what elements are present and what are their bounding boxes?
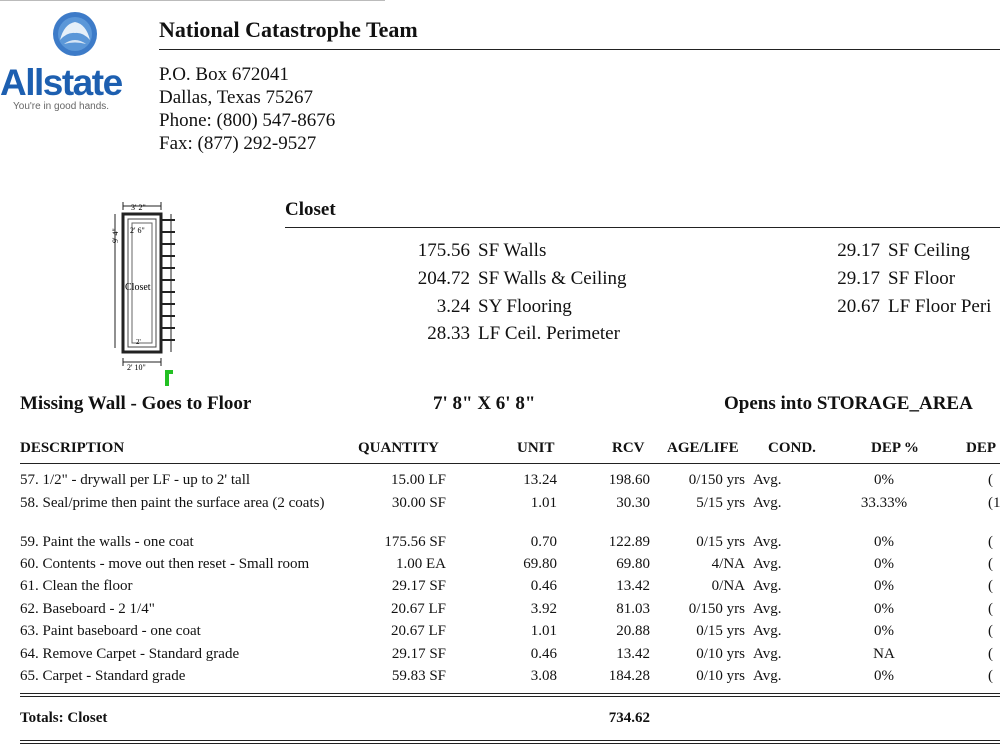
company-name: National Catastrophe Team <box>159 17 418 42</box>
col-header-rcv: RCV <box>612 440 645 456</box>
address-line-2: Dallas, Texas 75267 <box>159 87 313 108</box>
table-header-rule <box>20 463 1000 464</box>
room-label: Closet <box>125 282 151 293</box>
totals-label: Totals: Closet <box>20 710 108 726</box>
header-rule <box>159 49 1000 50</box>
phone-line: Phone: (800) 547-8676 <box>159 110 336 131</box>
bottom-dimension: 2' 10" <box>127 363 146 372</box>
address-line-1: P.O. Box 672041 <box>159 64 289 85</box>
north-marker-icon <box>165 370 173 386</box>
floor-plan-sketch <box>105 198 185 388</box>
small-dimension: 2' <box>136 338 141 346</box>
opens-into-note: Opens into STORAGE_AREA <box>724 393 973 414</box>
col-header-unit: UNIT <box>517 440 555 456</box>
measurement-ceil-perimeter: 28.33 LF Ceil. Perimeter <box>427 323 620 344</box>
measurement-floor: 29.17 SF Floor <box>837 268 956 289</box>
totals-rule-top-2 <box>20 696 1000 697</box>
totals-rule-bottom-2 <box>20 743 1000 744</box>
totals-rule-top <box>20 693 1000 694</box>
measurement-ceiling: 29.17 SF Ceiling <box>837 240 970 261</box>
measurement-walls: 175.56 SF Walls <box>417 240 547 261</box>
col-header-cond: COND. <box>768 440 816 456</box>
inner-dimension: 2' 6" <box>130 226 145 235</box>
side-dimension: 9' 4" <box>111 228 120 243</box>
room-title: Closet <box>285 199 336 220</box>
col-header-description: DESCRIPTION <box>20 440 125 456</box>
missing-wall-note: Missing Wall - Goes to Floor <box>20 393 252 414</box>
totals-rule-bottom <box>20 740 1000 741</box>
col-header-age-life: AGE/LIFE <box>667 440 739 456</box>
top-dimension: 3' 2" <box>131 203 146 212</box>
totals-rcv: 734.62 <box>608 710 650 726</box>
brand-tagline: You're in good hands. <box>13 101 110 112</box>
fax-line: Fax: (877) 292-9527 <box>159 133 317 154</box>
col-header-dep: DEP <box>966 440 996 456</box>
measurement-flooring: 3.24 SY Flooring <box>436 296 572 317</box>
measurement-floor-perimeter: 20.67 LF Floor Peri <box>837 296 992 317</box>
hands-icon <box>4 10 146 70</box>
top-divider <box>0 0 385 1</box>
measurement-walls-ceiling: 204.72 SF Walls & Ceiling <box>417 268 627 289</box>
col-header-dep-pct: DEP % <box>871 440 919 456</box>
room-size: 7' 8" X 6' 8" <box>433 393 536 414</box>
brand-name: Allstate <box>0 62 122 103</box>
room-rule <box>285 227 1000 228</box>
col-header-quantity: QUANTITY <box>358 440 439 456</box>
